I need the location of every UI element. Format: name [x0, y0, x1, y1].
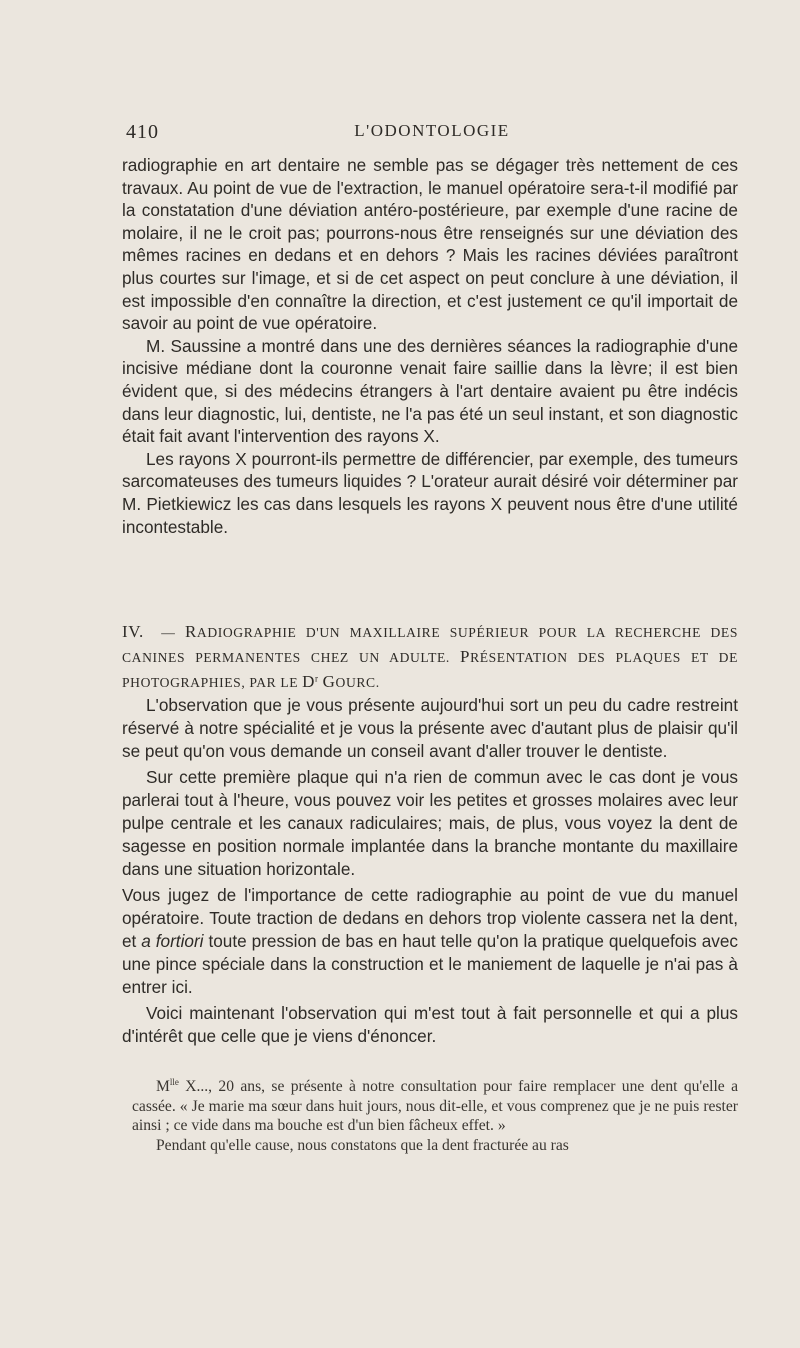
- page-header: [126, 121, 738, 147]
- paragraph-rayons-x: Les rayons X pourront-ils permettre de différencier, par exemple, des tumeurs sarcomateuses des tumeurs liquides ? L'orateur aurait désiré voir déterminer par M. Pietkiewicz les cas dans lesquels les rayons X peuvent nous être d'une utilité incontestable.: [122, 448, 738, 537]
- case-report-m: M: [156, 1078, 170, 1095]
- section-heading: [122, 620, 738, 695]
- section-initial-p: P: [460, 647, 471, 666]
- section-initial-d: D: [302, 672, 316, 691]
- traction-text-end: toute pression de bas en haut telle qu'on la pratique quelquefois avec une pince spéciale dans la construction et le maniement de laquelle je n'ai pas à entrer ici.: [122, 930, 739, 997]
- case-report-paragraph: [132, 1077, 738, 1136]
- a-fortiori: a fortiori: [141, 930, 204, 951]
- paragraph-saussine: M. Saussine a montré dans une des dernières séances la radiographie d'une incisive médiane dont la couronne venait faire saillie dans la lèvre; il est bien évident que, si des médecins étrangers à l'art dentaire avaient pu être indécis dans leur diagnostic, lui, dentiste, ne l'a pas été un seul instant, et son diagnostic était fait avant l'intervention des rayons X.: [122, 335, 738, 447]
- section-title-part3: OURC.: [335, 675, 380, 690]
- section-title-part2: RÉSENTATION DES PLAQUES ET DE PHOTOGRAPHIES, PAR LE: [122, 650, 739, 690]
- running-title: L'ODONTOLOGIE: [354, 121, 510, 140]
- page-number: 410: [126, 121, 159, 143]
- observation-text: [122, 694, 738, 1052]
- section-number: IV.: [122, 622, 144, 641]
- body-text: [122, 154, 738, 538]
- paragraph-continued: radiographie en art dentaire ne semble pas se dégager très nettement de ces travaux. Au point de vue de l'extraction, le manuel opératoire sera-t-il modifié par la constatation d'une déviation antéro-postérieure, par exemple d'une racine de molaire, il ne le croit pas; pourrons-nous être renseignés sur une déviation des mêmes racines en dedans et en dehors ? Mais les racines déviées paraîtront plus courtes sur l'image, et si de cet aspect on peut conclure à une déviation, il est impossible d'en connaître la direction, et c'est justement ce qu'il importait de savoir au point de vue opératoire.: [122, 155, 738, 334]
- paragraph-plaque: Sur cette première plaque qui n'a rien de commun avec le cas dont je vous parlerai tout à l'heure, vous pouvez voir les petites et grosses molaires avec leur pulpe centrale et les canaux radiculaires; mais, de plus, vous voyez la dent de sagesse en position normale implantée dans la branche montante du maxillaire dans une situation horizontale.: [122, 767, 738, 879]
- case-report-text: [132, 1077, 738, 1155]
- paragraph-traction: [122, 884, 738, 998]
- section-sup-r: r: [315, 673, 319, 684]
- section-initial-g: G: [322, 672, 336, 691]
- case-report-line: X..., 20 ans, se présente à notre consultation pour faire remplacer une dent qu'elle a cassée. « Je marie ma sœur dans huit jours, nous dit-elle, et vous comprenez que je ne puis rester ainsi ; ce vide dans ma bouche est d'un bien fâcheux effet. »: [132, 1078, 738, 1135]
- case-report-sup: lle: [169, 1076, 179, 1087]
- paragraph-observation: L'observation que je vous présente aujourd'hui sort un peu du cadre restreint réservé à notre spécialité et je vous la présente avec d'autant plus de plaisir qu'il se peut qu'on vous demande un conseil avant d'aller trouver le dentiste.: [122, 695, 738, 761]
- section-title-part1: ADIOGRAPHIE D'UN MAXILLAIRE SUPÉRIEUR POUR LA RECHERCHE DES CANINES PERMANENTES CHEZ UN ADULTE.: [122, 625, 738, 665]
- case-report-continuation: Pendant qu'elle cause, nous constatons que la dent fracturée au ras: [156, 1136, 569, 1154]
- paragraph-voici: Voici maintenant l'observation qui m'est tout à fait personnelle et qui a plus d'intérêt que celle que je viens d'énoncer.: [122, 1003, 738, 1047]
- section-initial-r: R: [184, 622, 197, 641]
- traction-text: Vous jugez de l'importance de cette radiographie au point de vue du manuel opératoire. Toute traction de dedans en dehors trop violente cassera net la dent, et: [122, 885, 738, 951]
- section-dash: —: [161, 625, 176, 640]
